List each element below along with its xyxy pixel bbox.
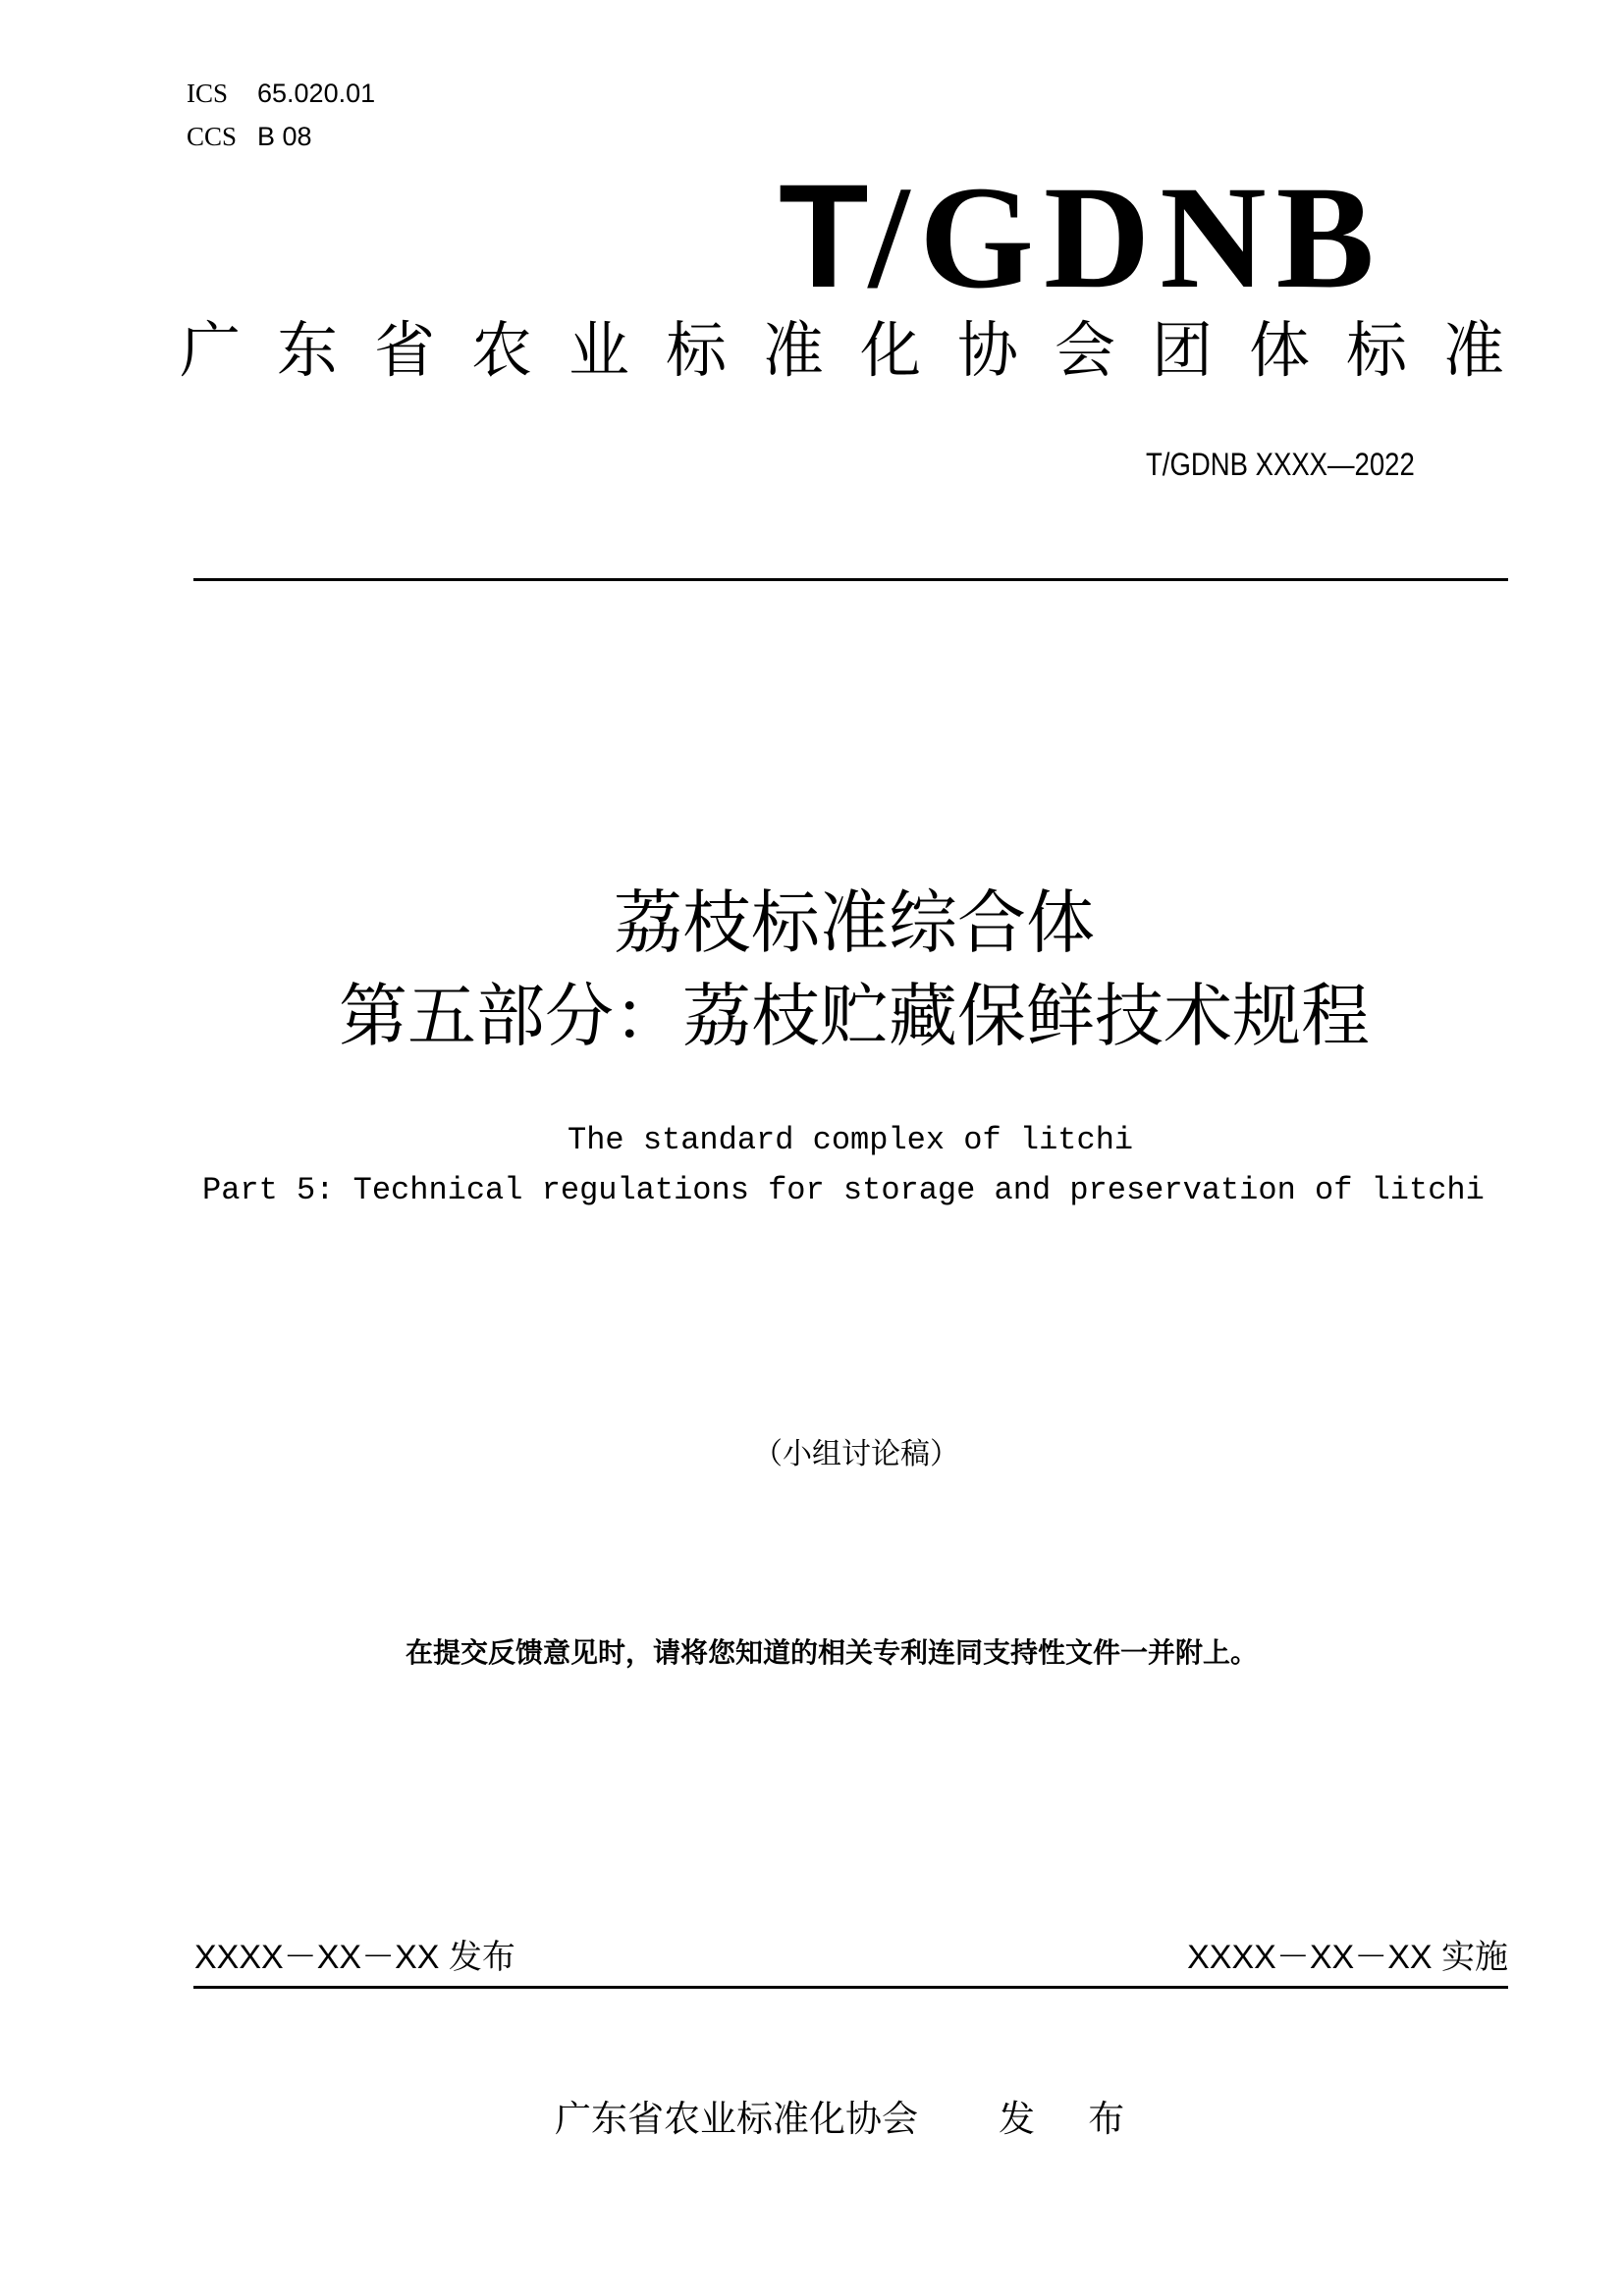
standard-code-rest: /GDNB bbox=[868, 156, 1384, 319]
standard-code-logo bbox=[779, 153, 1384, 319]
header-divider bbox=[193, 578, 1508, 581]
title-english-line1: The standard complex of litchi bbox=[568, 1122, 1134, 1158]
publish-date: XXXX－XX－XX 发布 bbox=[194, 1939, 515, 1976]
issuer-organization: 广东省农业标准化协会 bbox=[555, 2099, 918, 2139]
title-chinese-line1: 荔枝标准综合体 bbox=[614, 882, 1095, 963]
issuer-line bbox=[555, 2097, 1146, 2142]
footer-divider bbox=[193, 1986, 1508, 1989]
ccs-value: B 08 bbox=[257, 122, 312, 151]
ccs-label: CCS bbox=[187, 122, 238, 151]
organization-standard-title: 广东省农业标准化协会团体标准 bbox=[180, 317, 1542, 385]
title-chinese-line2: 第五部分：荔枝贮藏保鲜技术规程 bbox=[339, 976, 1370, 1056]
patent-notice: 在提交反馈意见时，请将您知道的相关专利连同支持性文件一并附上。 bbox=[406, 1636, 1259, 1669]
draft-stage-label: （小组讨论稿） bbox=[753, 1438, 959, 1470]
document-number: T/GDNB XXXX—2022 bbox=[1146, 447, 1415, 482]
issuer-action: 发 布 bbox=[999, 2099, 1147, 2139]
title-english-line2: Part 5: Technical regulations for storage and preservation of litchi bbox=[202, 1172, 1485, 1208]
ics-classification bbox=[187, 79, 375, 108]
standard-code-prefix: T bbox=[779, 153, 869, 318]
implementation-date: XXXX－XX－XX 实施 bbox=[1187, 1939, 1508, 1976]
ics-label: ICS bbox=[187, 79, 229, 108]
ics-value: 65.020.01 bbox=[257, 79, 376, 108]
ccs-classification bbox=[187, 122, 312, 151]
